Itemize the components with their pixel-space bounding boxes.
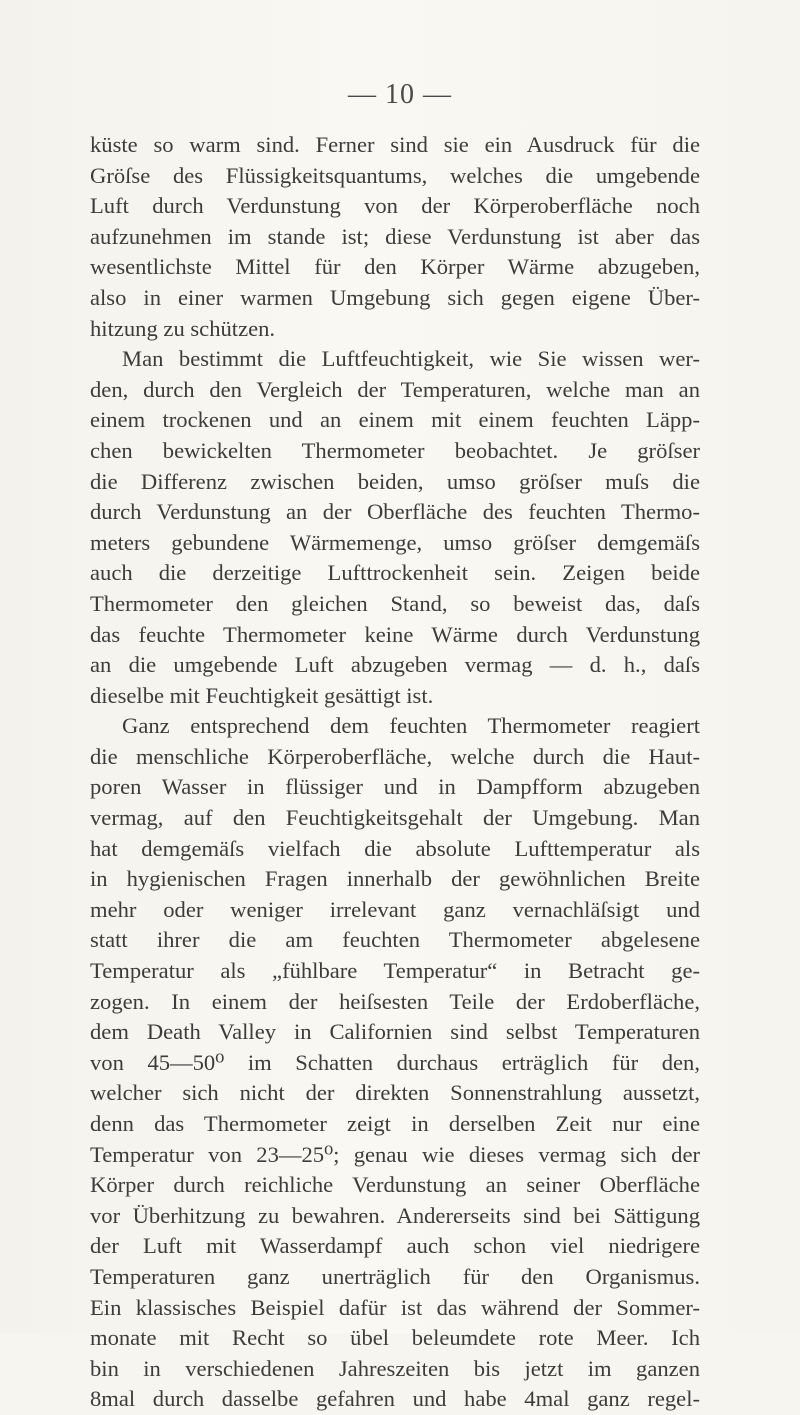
text-line: poren Wasser in flüssiger und in Dampfform abzugeben xyxy=(90,774,700,800)
text-line: mehr oder weniger irrelevant ganz vernachläſsigt und xyxy=(90,896,700,922)
text-line: der Luft mit Wasserdampf auch schon viel niedrigere xyxy=(90,1233,700,1259)
text-line: denn das Thermometer zeigt in derselben Zeit nur eine xyxy=(90,1111,700,1136)
text-line: vor Überhitzung zu bewahren. Andererseits sind bei Sättigung xyxy=(90,1202,700,1228)
text-line: wesentlichste Mittel für den Körper Wärme abzugeben, xyxy=(90,254,700,280)
text-line: an die umgebende Luft abzugeben vermag — d. h., daſs xyxy=(90,652,700,678)
text-line: durch Verdunstung an der Oberfläche des feuchten Thermo- xyxy=(90,499,700,525)
text-line: meters gebundene Wärmemenge, umso gröſser demgemäſs xyxy=(90,529,700,555)
text-line: auch die derzeitige Lufttrockenheit sein. Zeigen beide xyxy=(90,560,700,586)
text-line: die menschliche Körperoberfläche, welche durch die Haut- xyxy=(90,743,700,769)
text-line: Luft durch Verdunstung von der Körperoberfläche noch xyxy=(90,193,700,219)
text-line: Temperaturen ganz unerträglich für den Organismus. xyxy=(90,1263,700,1289)
text-line: 8mal durch dasselbe gefahren und habe 4mal ganz regel- xyxy=(90,1386,700,1412)
text-line: aufzunehmen im stande ist; diese Verdunstung ist aber das xyxy=(90,223,700,249)
text-line: dem Death Valley in Californien sind selbst Temperaturen xyxy=(90,1019,700,1045)
text-line: zogen. In einem der heiſsesten Teile der Erdoberfläche, xyxy=(90,988,700,1014)
text-line: also in einer warmen Umgebung sich gegen eigene Über- xyxy=(90,284,700,310)
text-line: hat demgemäſs vielfach die absolute Lufttemperatur als xyxy=(90,835,700,861)
text-line: vermag, auf den Feuchtigkeitsgehalt der Umgebung. Man xyxy=(90,805,700,831)
body-text xyxy=(90,130,700,1415)
text-line: welcher sich nicht der direkten Sonnenstrahlung aussetzt, xyxy=(90,1080,700,1106)
text-line: Körper durch reichliche Verdunstung an seiner Oberfläche xyxy=(90,1172,700,1198)
page-number: — 10 — xyxy=(348,79,452,110)
text-line: Thermometer den gleichen Stand, so beweist das, daſs xyxy=(90,590,700,616)
paragraph-end-line: dieselbe mit Feuchtigkeit gesättigt ist. xyxy=(90,682,434,708)
paragraph-start-line: Man bestimmt die Luftfeuchtigkeit, wie Sie wissen wer- xyxy=(122,346,700,372)
text-line: statt ihrer die am feuchten Thermometer abgelesene xyxy=(90,927,700,953)
paragraph-end-line: hitzung zu schützen. xyxy=(90,315,276,341)
text-line: Temperatur von 23—25⁰; genau wie dieses vermag sich der xyxy=(90,1141,700,1167)
paragraph-start-line: Ganz entsprechend dem feuchten Thermometer reagiert xyxy=(122,713,700,739)
text-line: von 45—50⁰ im Schatten durchaus erträglich für den, xyxy=(90,1049,700,1075)
text-line: einem trockenen und an einem mit einem feuchten Läpp- xyxy=(90,407,700,433)
text-line: in hygienischen Fragen innerhalb der gewöhnlichen Breite xyxy=(90,866,700,892)
text-line: bin in verschiedenen Jahreszeiten bis jetzt im ganzen xyxy=(90,1355,700,1381)
text-line: chen bewickelten Thermometer beobachtet. Je gröſser xyxy=(90,437,700,463)
text-line: Gröſse des Flüssigkeitsquantums, welches die umgebende xyxy=(90,162,700,188)
text-line: den, durch den Vergleich der Temperaturen, welche man an xyxy=(90,376,700,402)
text-line: küste so warm sind. Ferner sind sie ein Ausdruck für die xyxy=(90,132,700,157)
text-line: Temperatur als „fühlbare Temperatur“ in Betracht ge- xyxy=(90,958,700,984)
text-line: monate mit Recht so übel beleumdete rote Meer. Ich xyxy=(90,1325,700,1351)
text-line: die Differenz zwischen beiden, umso gröſser muſs die xyxy=(90,468,700,494)
text-line: das feuchte Thermometer keine Wärme durch Verdunstung xyxy=(90,621,700,647)
text-line: Ein klassisches Beispiel dafür ist das während der Sommer- xyxy=(90,1294,700,1320)
